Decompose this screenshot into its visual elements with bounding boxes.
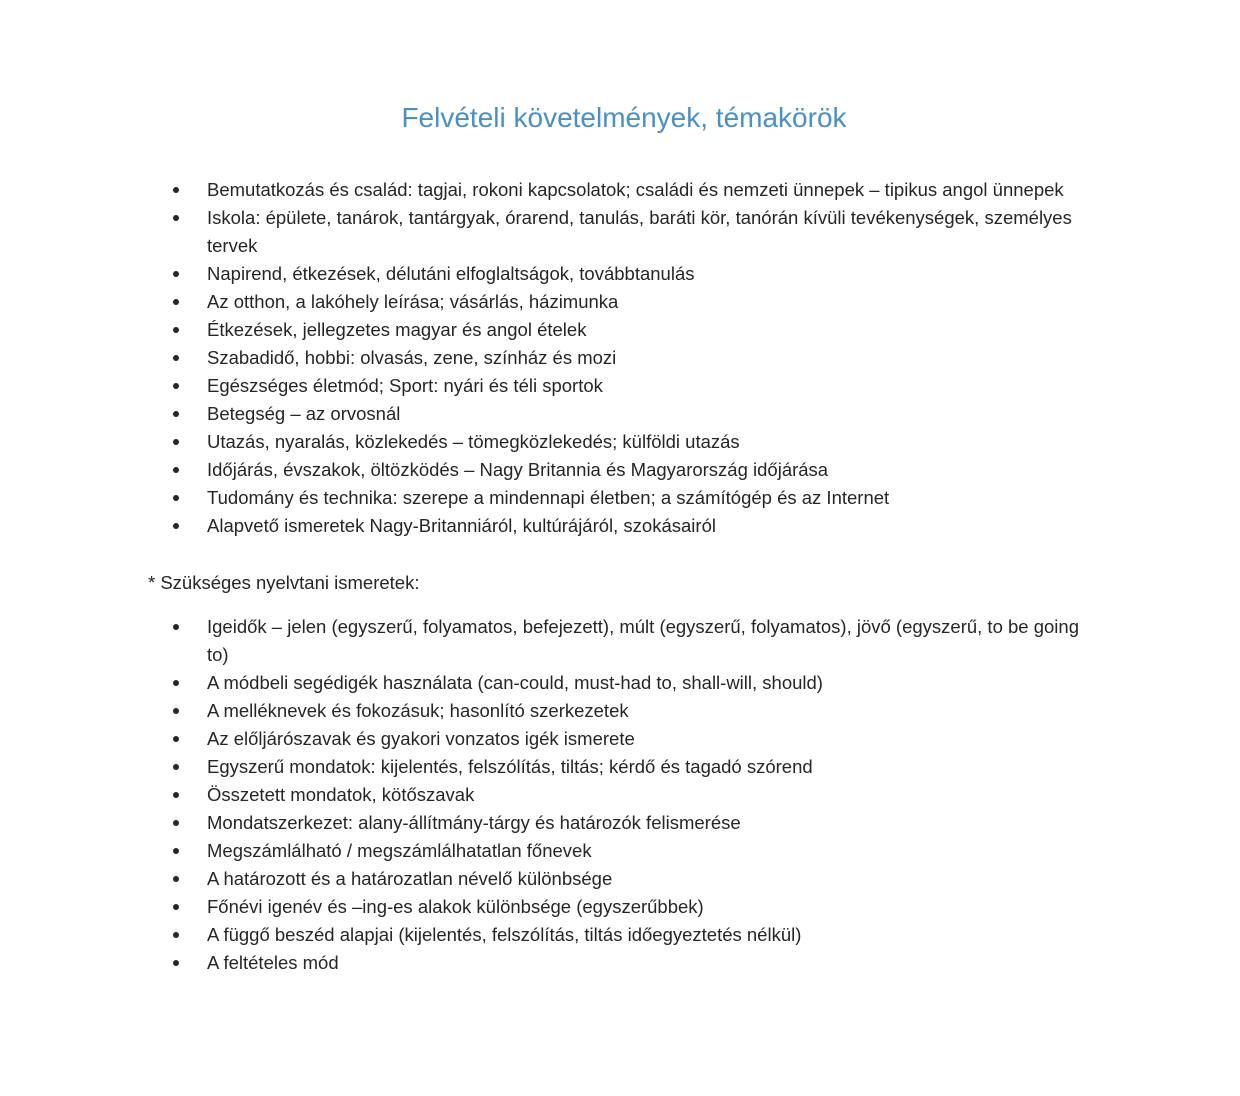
- list-item: Időjárás, évszakok, öltözködés – Nagy Britannia és Magyarország időjárása: [148, 456, 1100, 484]
- topics-list: [148, 176, 1100, 540]
- page-title: Felvételi követelmények, témakörök: [401, 102, 847, 133]
- list-item: Főnévi igenév és –ing-es alakok különbsége (egyszerűbbek): [148, 893, 1100, 921]
- list-item: Bemutatkozás és család: tagjai, rokoni kapcsolatok; családi és nemzeti ünnepek – tipikus angol ünnepek: [148, 176, 1100, 204]
- list-item: Szabadidő, hobbi: olvasás, zene, színház és mozi: [148, 344, 1100, 372]
- list-item: Utazás, nyaralás, közlekedés – tömegközlekedés; külföldi utazás: [148, 428, 1100, 456]
- list-item: Étkezések, jellegzetes magyar és angol ételek: [148, 316, 1100, 344]
- list-item: Napirend, étkezések, délutáni elfoglaltságok, továbbtanulás: [148, 260, 1100, 288]
- list-item: Alapvető ismeretek Nagy-Britanniáról, kultúrájáról, szokásairól: [148, 512, 1100, 540]
- list-item: A függő beszéd alapjai (kijelentés, felszólítás, tiltás időegyeztetés nélkül): [148, 921, 1100, 949]
- list-item: Megszámlálható / megszámlálhatatlan főnevek: [148, 837, 1100, 865]
- list-item: A határozott és a határozatlan névelő különbsége: [148, 865, 1100, 893]
- list-item: Az előljárószavak és gyakori vonzatos igék ismerete: [148, 725, 1100, 753]
- list-item: Betegség – az orvosnál: [148, 400, 1100, 428]
- list-item: Egyszerű mondatok: kijelentés, felszólítás, tiltás; kérdő és tagadó szórend: [148, 753, 1100, 781]
- list-item: A melléknevek és fokozásuk; hasonlító szerkezetek: [148, 697, 1100, 725]
- list-item: Összetett mondatok, kötőszavak: [148, 781, 1100, 809]
- list-item: A módbeli segédigék használata (can-could, must-had to, shall-will, should): [148, 669, 1100, 697]
- grammar-list: [148, 613, 1100, 977]
- list-item: Tudomány és technika: szerepe a mindennapi életben; a számítógép és az Internet: [148, 484, 1100, 512]
- list-item: Igeidők – jelen (egyszerű, folyamatos, befejezett), múlt (egyszerű, folyamatos), jövő (egyszerű, to be going to): [148, 613, 1100, 669]
- list-item: Az otthon, a lakóhely leírása; vásárlás, házimunka: [148, 288, 1100, 316]
- list-item: Egészséges életmód; Sport: nyári és téli sportok: [148, 372, 1100, 400]
- list-item: A feltételes mód: [148, 949, 1100, 977]
- list-item: Iskola: épülete, tanárok, tantárgyak, órarend, tanulás, baráti kör, tanórán kívüli tevékenységek, személyes tervek: [148, 204, 1100, 260]
- grammar-section-heading: * Szükséges nyelvtani ismeretek:: [148, 572, 420, 593]
- list-item: Mondatszerkezet: alany-állítmány-tárgy és határozók felismerése: [148, 809, 1100, 837]
